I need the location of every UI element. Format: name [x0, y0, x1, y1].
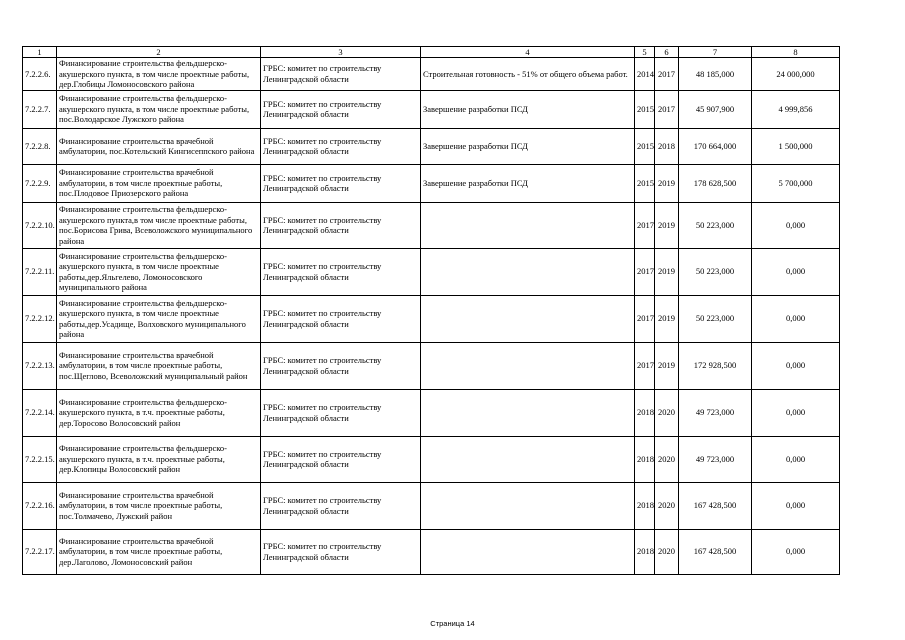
col-4-number: 4	[421, 47, 635, 58]
item-end-year: 2019	[655, 342, 679, 389]
item-grbs: ГРБС: комитет по строительству Ленинградской области	[261, 248, 421, 295]
item-status-note	[421, 248, 635, 295]
item-status-note	[421, 482, 635, 529]
item-number: 7.2.2.17.	[23, 529, 57, 574]
item-status-note	[421, 436, 635, 482]
item-grbs: ГРБС: комитет по строительству Ленинградской области	[261, 482, 421, 529]
item-grbs: ГРБС: комитет по строительству Ленинградской области	[261, 90, 421, 128]
item-description: Финансирование строительства врачебной амбулатории, в том числе проектные работы, дер.Лаголово, Ломоносовский район	[57, 529, 261, 574]
table-row	[23, 58, 840, 91]
item-status-note: Завершение разработки ПСД	[421, 90, 635, 128]
item-status-note	[421, 202, 635, 248]
item-end-year: 2018	[655, 128, 679, 164]
item-status-note: Строительная готовность - 51% от общего объема работ.	[421, 58, 635, 91]
item-amount: 1 500,000	[752, 128, 840, 164]
item-description: Финансирование строительства фельдшерско-акушерского пункта, в том числе проектные работы,дер.Яльгелево, Ломоносовского муниципального района	[57, 248, 261, 295]
column-number-header-row	[23, 47, 840, 58]
item-description: Финансирование строительства фельдшерско-акушерского пункта, в том числе проектные работы,дер.Усадище, Волховского муниципального района	[57, 295, 261, 342]
item-description: Финансирование строительства фельдшерско-акушерского пункта, в том числе проектные работы, пос.Володарское Лужского района	[57, 90, 261, 128]
item-amount: 0,000	[752, 482, 840, 529]
item-start-year: 2015	[635, 164, 655, 202]
item-start-year: 2017	[635, 202, 655, 248]
item-end-year: 2017	[655, 90, 679, 128]
item-amount: 24 000,000	[752, 58, 840, 91]
item-start-year: 2015	[635, 90, 655, 128]
item-start-year: 2017	[635, 248, 655, 295]
item-grbs: ГРБС: комитет по строительству Ленинградской области	[261, 436, 421, 482]
table-row	[23, 482, 840, 529]
col-5-number: 5	[635, 47, 655, 58]
item-grbs: ГРБС: комитет по строительству Ленинградской области	[261, 128, 421, 164]
item-status-note: Завершение разработки ПСД	[421, 164, 635, 202]
item-description: Финансирование строительства фельдшерско-акушерского пункта, в т.ч. проектные работы, дер.Торосово Волосовский район	[57, 389, 261, 436]
item-start-year: 2018	[635, 389, 655, 436]
budget-table	[22, 46, 840, 575]
item-status-note: Завершение разработки ПСД	[421, 128, 635, 164]
table-row	[23, 342, 840, 389]
item-total-cost: 167 428,500	[679, 482, 752, 529]
item-amount: 0,000	[752, 389, 840, 436]
item-grbs: ГРБС: комитет по строительству Ленинградской области	[261, 529, 421, 574]
item-end-year: 2020	[655, 482, 679, 529]
item-number: 7.2.2.9.	[23, 164, 57, 202]
item-total-cost: 49 723,000	[679, 389, 752, 436]
col-6-number: 6	[655, 47, 679, 58]
item-total-cost: 50 223,000	[679, 202, 752, 248]
item-total-cost: 50 223,000	[679, 248, 752, 295]
item-start-year: 2018	[635, 529, 655, 574]
item-amount: 4 999,856	[752, 90, 840, 128]
table-row	[23, 164, 840, 202]
item-total-cost: 172 928,500	[679, 342, 752, 389]
col-7-number: 7	[679, 47, 752, 58]
item-description: Финансирование строительства фельдшерско-акушерского пункта, в т.ч. проектные работы, дер.Клопицы Волосовский район	[57, 436, 261, 482]
item-end-year: 2019	[655, 164, 679, 202]
item-number: 7.2.2.11.	[23, 248, 57, 295]
item-description: Финансирование строительства врачебной амбулатории, в том числе проектные работы, пос.Толмачево, Лужский район	[57, 482, 261, 529]
item-grbs: ГРБС: комитет по строительству Ленинградской области	[261, 342, 421, 389]
table-row	[23, 436, 840, 482]
item-status-note	[421, 295, 635, 342]
table-row	[23, 389, 840, 436]
item-grbs: ГРБС: комитет по строительству Ленинградской области	[261, 164, 421, 202]
table-row	[23, 295, 840, 342]
page-number: Страница 14	[430, 619, 475, 628]
col-8-number: 8	[752, 47, 840, 58]
table-row	[23, 248, 840, 295]
item-grbs: ГРБС: комитет по строительству Ленинградской области	[261, 295, 421, 342]
item-number: 7.2.2.10.	[23, 202, 57, 248]
item-number: 7.2.2.15.	[23, 436, 57, 482]
item-amount: 0,000	[752, 202, 840, 248]
item-start-year: 2018	[635, 482, 655, 529]
item-description: Финансирование строительства фельдшерско-акушерского пункта,в том числе проектные работы, пос.Борисова Грива, Всеволожского муниципального района	[57, 202, 261, 248]
item-grbs: ГРБС: комитет по строительству Ленинградской области	[261, 202, 421, 248]
item-amount: 0,000	[752, 248, 840, 295]
item-total-cost: 45 907,900	[679, 90, 752, 128]
item-amount: 0,000	[752, 436, 840, 482]
item-description: Финансирование строительства врачебной амбулатории, в том числе проектные работы, пос.Щеглово, Всеволожский муниципальный район	[57, 342, 261, 389]
item-total-cost: 48 185,000	[679, 58, 752, 91]
table-row	[23, 529, 840, 574]
item-number: 7.2.2.14.	[23, 389, 57, 436]
col-3-number: 3	[261, 47, 421, 58]
item-number: 7.2.2.8.	[23, 128, 57, 164]
table-row	[23, 90, 840, 128]
item-end-year: 2019	[655, 295, 679, 342]
item-status-note	[421, 342, 635, 389]
item-description: Финансирование строительства врачебной амбулатории, пос.Котельский Кингисеппского района	[57, 128, 261, 164]
item-number: 7.2.2.16.	[23, 482, 57, 529]
item-total-cost: 49 723,000	[679, 436, 752, 482]
item-end-year: 2019	[655, 202, 679, 248]
item-grbs: ГРБС: комитет по строительству Ленинградской области	[261, 389, 421, 436]
item-end-year: 2020	[655, 436, 679, 482]
item-amount: 0,000	[752, 529, 840, 574]
item-number: 7.2.2.13.	[23, 342, 57, 389]
item-start-year: 2017	[635, 342, 655, 389]
item-start-year: 2017	[635, 295, 655, 342]
item-total-cost: 50 223,000	[679, 295, 752, 342]
item-number: 7.2.2.7.	[23, 90, 57, 128]
item-total-cost: 167 428,500	[679, 529, 752, 574]
item-start-year: 2018	[635, 436, 655, 482]
table-row	[23, 128, 840, 164]
item-end-year: 2017	[655, 58, 679, 91]
item-status-note	[421, 389, 635, 436]
item-number: 7.2.2.12.	[23, 295, 57, 342]
col-2-number: 2	[57, 47, 261, 58]
item-description: Финансирование строительства фельдшерско-акушерского пункта, в том числе проектные работы, дер.Глобицы Ломоносовского района	[57, 58, 261, 91]
item-end-year: 2020	[655, 389, 679, 436]
item-amount: 5 700,000	[752, 164, 840, 202]
item-total-cost: 170 664,000	[679, 128, 752, 164]
item-end-year: 2020	[655, 529, 679, 574]
table-row	[23, 202, 840, 248]
item-start-year: 2014	[635, 58, 655, 91]
item-end-year: 2019	[655, 248, 679, 295]
item-number: 7.2.2.6.	[23, 58, 57, 91]
item-amount: 0,000	[752, 342, 840, 389]
item-grbs: ГРБС: комитет по строительству Ленинградской области	[261, 58, 421, 91]
item-start-year: 2015	[635, 128, 655, 164]
item-description: Финансирование строительства врачебной амбулатории, в том числе проектные работы, пос.Плодовое Приозерского района	[57, 164, 261, 202]
item-amount: 0,000	[752, 295, 840, 342]
item-total-cost: 178 628,500	[679, 164, 752, 202]
item-status-note	[421, 529, 635, 574]
col-1-number: 1	[23, 47, 57, 58]
